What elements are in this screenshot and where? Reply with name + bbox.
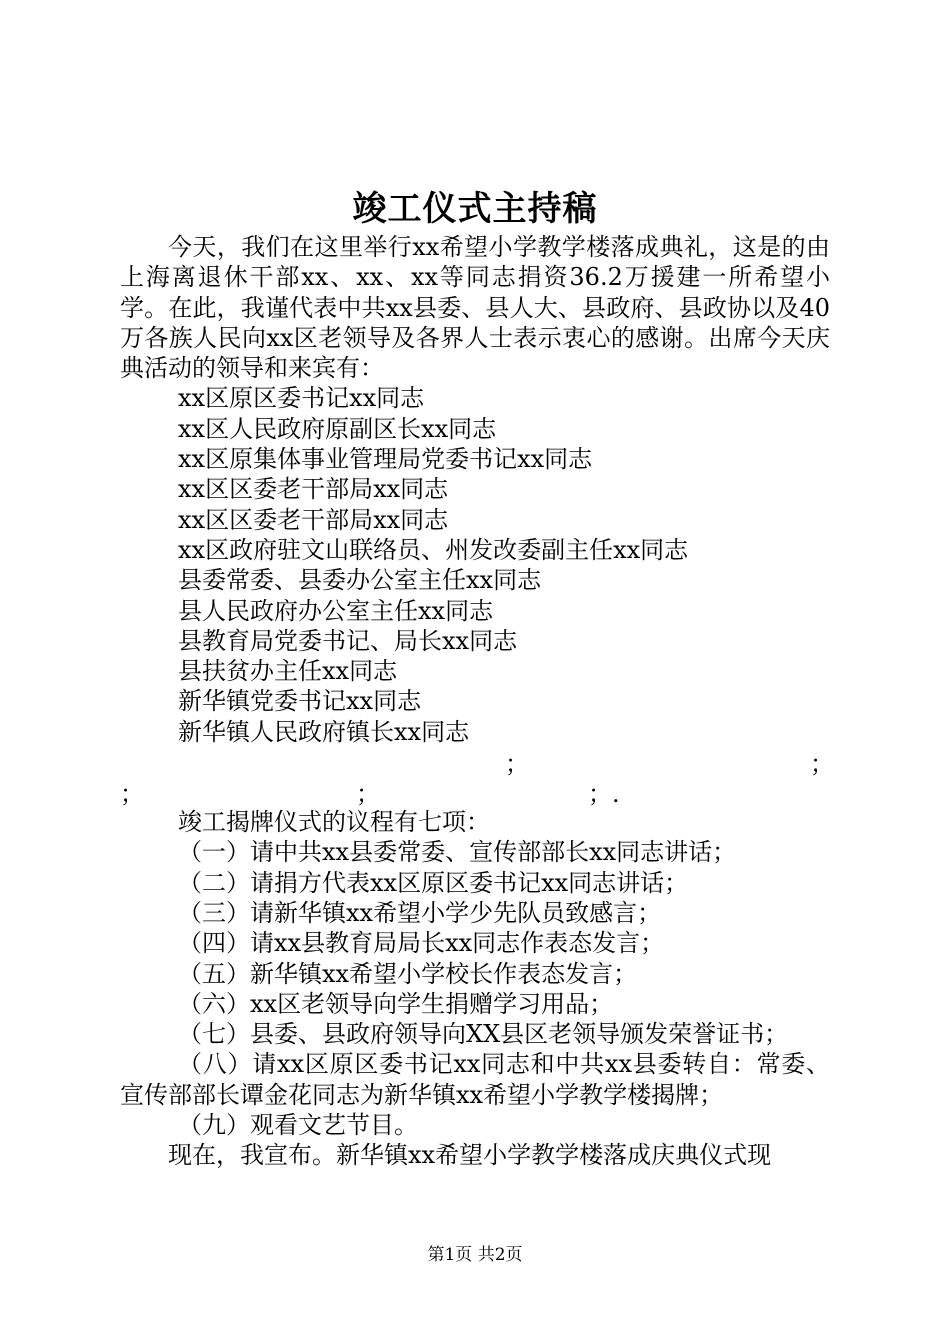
page-footer: 第1页 共2页 — [427, 1245, 523, 1265]
document-body — [120, 232, 834, 1171]
separator-mark: ； — [505, 750, 529, 779]
guest-item: xx区区委老干部局xx同志 — [178, 475, 449, 504]
guest-item: 县扶贫办主任xx同志 — [178, 657, 398, 686]
guest-item: xx区政府驻文山联络员、州发改委副主任xx同志 — [178, 535, 689, 564]
guest-item: xx区原集体事业管理局党委书记xx同志 — [178, 445, 593, 474]
agenda-item: （九）观看文艺节目。 — [178, 1111, 418, 1140]
separator-mark: ；. — [588, 780, 620, 809]
agenda-item: （六）xx区老领导向学生捐赠学习用品； — [178, 989, 614, 1018]
guest-item: 新华镇人民政府镇长xx同志 — [178, 717, 470, 746]
guest-item: 县委常委、县委办公室主任xx同志 — [178, 566, 542, 595]
agenda-item: （二）请捐方代表xx区原区委书记xx同志讲话； — [178, 868, 689, 897]
guest-item: xx区原区委书记xx同志 — [178, 384, 425, 413]
agenda-intro: 竣工揭牌仪式的议程有七项： — [178, 808, 490, 837]
agenda-item: （四）请xx县教育局局长xx同志作表态发言； — [178, 929, 665, 958]
guest-item: 县人民政府办公室主任xx同志 — [178, 596, 494, 625]
agenda-item: （八）请xx区原区委书记xx同志和中共xx县委转自：常委、宣传部部长谭金花同志为新华镇xx希望小学教学楼揭牌； — [120, 1050, 830, 1109]
separator-mark: ； — [120, 780, 144, 809]
agenda-item: （五）新华镇xx希望小学校长作表态发言； — [178, 959, 638, 988]
guest-item: xx区人民政府原副区长xx同志 — [178, 414, 497, 443]
agenda-item: （七）县委、县政府领导向XX县区老领导颁发荣誉证书； — [178, 1020, 789, 1049]
closing-paragraph: 现在，我宣布。新华镇xx希望小学教学楼落成庆典仪式现 — [168, 1141, 772, 1170]
agenda-list — [120, 837, 830, 1140]
guest-item: xx区区委老干部局xx同志 — [178, 505, 449, 534]
guest-item: 县教育局党委书记、局长xx同志 — [178, 626, 518, 655]
guest-item: 新华镇党委书记xx同志 — [178, 687, 422, 716]
blank-separators — [120, 747, 834, 809]
agenda-item: （一）请中共xx县委常委、宣传部部长xx同志讲话； — [178, 838, 737, 867]
agenda-item: （三）请新华镇xx希望小学少先队员致感言； — [178, 898, 662, 927]
page-title: 竣工仪式主持稿 — [352, 189, 598, 229]
guest-list — [120, 383, 830, 747]
intro-paragraph: 今天，我们在这里举行xx希望小学教学楼落成典礼，这是的由上海离退休干部xx、xx、xx等同志捐资36.2万援建一所希望小学。在此，我谨代表中共xx县委、县人大、县政府、县政协以及40万各族人民向xx区老领导及各界人士表示衷心的感谢。出席今天庆典活动的领导和来宾有： — [120, 233, 830, 383]
separator-mark: ； — [810, 750, 834, 779]
separator-mark: ； — [356, 780, 380, 809]
